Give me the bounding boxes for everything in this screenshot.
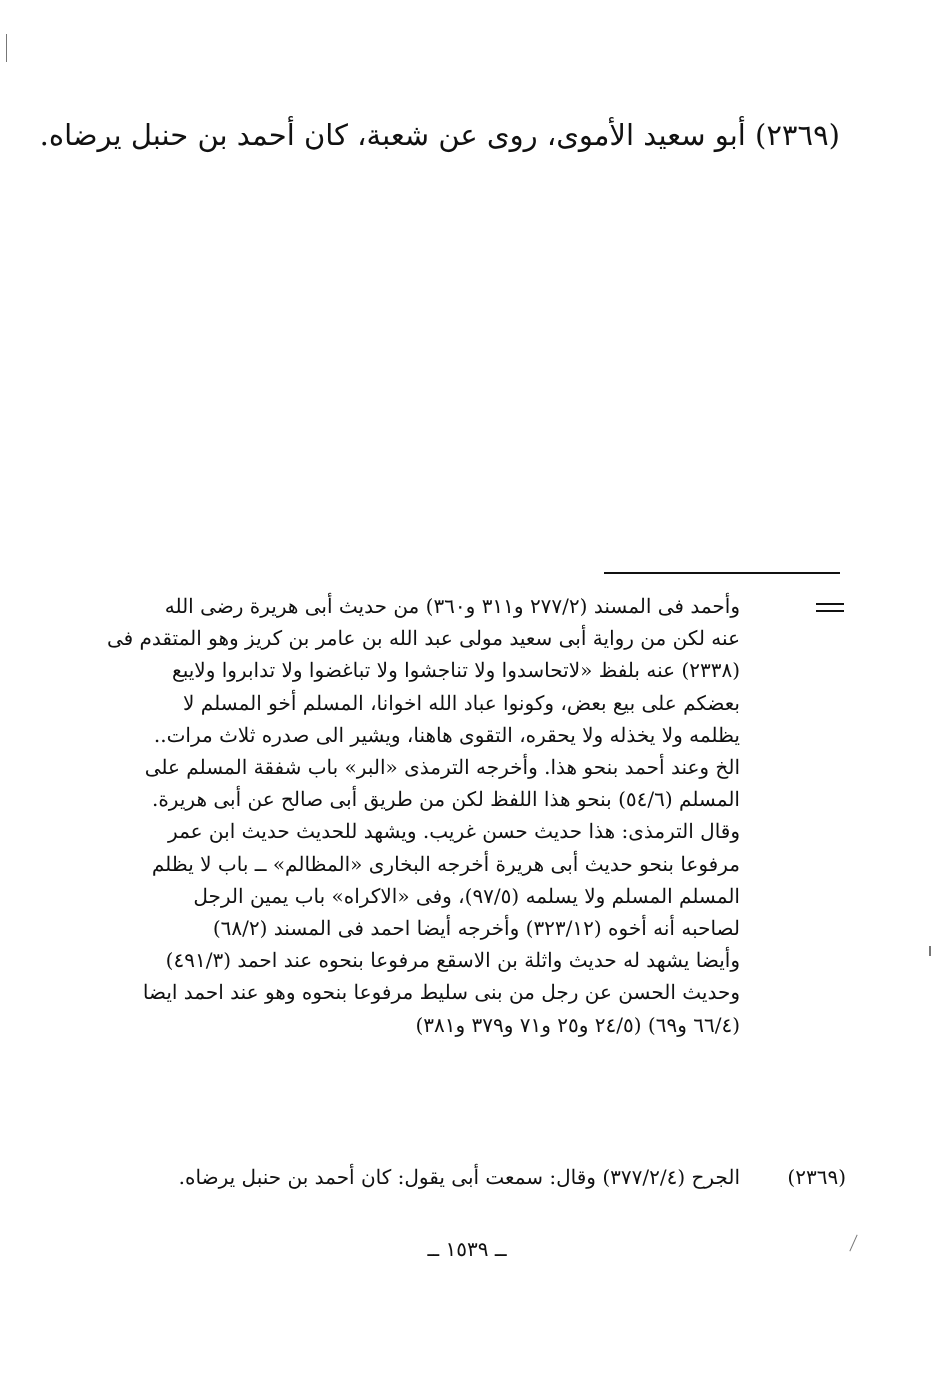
footnote-number: (٢٣٦٩) bbox=[787, 1165, 846, 1189]
footnote-line: المسلم (٥٤/٦) بنحو هذا اللفظ لكن من طريق أبى صالح عن أبى هريرة. bbox=[151, 787, 740, 812]
footnote-line: مرفوعا بنحو حديث أبى هريرة أخرجه البخارى «المظالم» ــ باب لا يظلم bbox=[151, 851, 740, 876]
footnote-separator-line bbox=[604, 572, 840, 574]
biography-entry: (٢٣٦٩) أبو سعيد الأموى، روى عن شعبة، كان أحمد بن حنبل يرضاه. bbox=[39, 118, 840, 152]
footnote-line: عنه لكن من رواية أبى سعيد مولى عبد الله بن عامر بن كريز وهو المتقدم فى bbox=[106, 626, 740, 651]
footnote-line: (٦٦/٤ و٦٩) (٢٤/٥ و٢٥ و٧١ و٣٧٩ و٣٨١) bbox=[415, 1012, 740, 1037]
scan-artifact-mark bbox=[929, 946, 931, 956]
footnote-line: بعضكم على بيع بعض، وكونوا عباد الله اخوانا، المسلم أخو المسلم لا bbox=[183, 690, 740, 715]
page-number: ــ ١٥٣٩ ــ bbox=[427, 1237, 507, 1261]
footnote-line: (٢٣٣٨) عنه بلفظ «لاتحاسدوا ولا تناجشوا ولا تباغضوا ولا تدابروا ولايبع bbox=[172, 658, 740, 683]
footnote-2369 bbox=[96, 1160, 846, 1196]
footnote-line: المسلم المسلم ولا يسلمه (٩٧/٥)، وفى «الاكراه» باب يمين الرجل bbox=[193, 883, 740, 908]
footnote-line: وأحمد فى المسند (٢٧٧/٢ و٣١١ و٣٦٠) من حديث أبى هريرة رضى الله bbox=[164, 594, 740, 618]
footnote-text: الجرح (٣٧٧/٢/٤) وقال: سمعت أبى يقول: كان أحمد بن حنبل يرضاه. bbox=[178, 1165, 740, 1189]
scan-artifact-mark bbox=[6, 34, 7, 62]
footnote-continuation-marker bbox=[816, 603, 844, 613]
footnote-line: يظلمه ولا يخذله ولا يحقره، التقوى هاهنا، ويشير الى صدره ثلاث مرات.. bbox=[153, 722, 740, 747]
footnote-line: الخ وعند أحمد بنحو هذا. وأخرجه الترمذى «البر» باب شفقة المسلم على bbox=[144, 755, 740, 780]
footnote-line: وحديث الحسن عن رجل من بنى سليط مرفوعا بنحوه وهو عند احمد ايضا bbox=[142, 980, 740, 1005]
footnote-line: وأيضا يشهد له حديث واثلة بن الاسقع مرفوعا بنحوه عند احمد (٤٩١/٣) bbox=[165, 948, 740, 973]
footnote-continuation bbox=[96, 590, 740, 1041]
footnote-line: لصاحبه أنه أخوه (٣٢٣/١٢) وأخرجه أيضا احمد فى المسند (٦٨/٢) bbox=[212, 916, 740, 941]
footnote-line: وقال الترمذى: هذا حديث حسن غريب. ويشهد للحديث حديث ابن عمر bbox=[168, 819, 740, 844]
